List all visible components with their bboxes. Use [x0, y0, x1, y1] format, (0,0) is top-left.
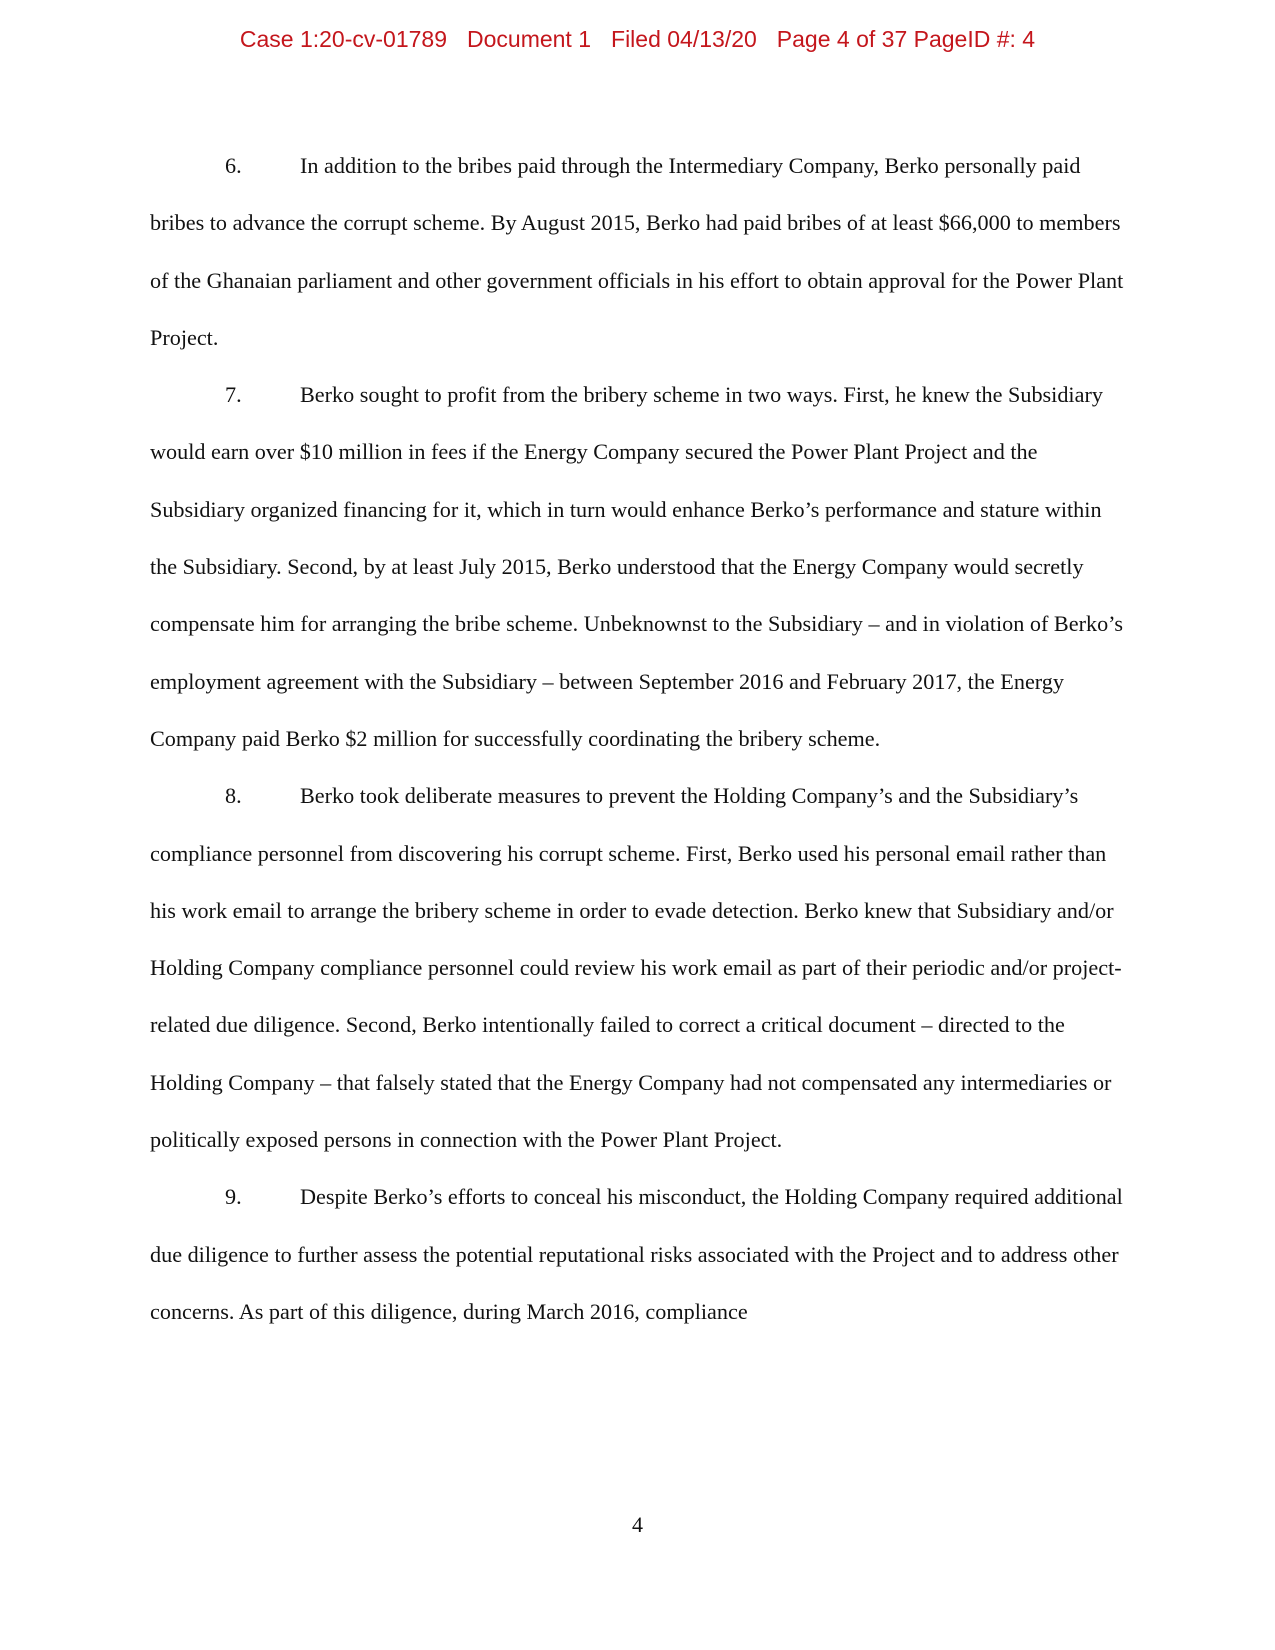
paragraph-7	[150, 366, 1130, 767]
document-body	[150, 137, 1130, 1340]
paragraph-6	[150, 137, 1130, 366]
case-number: Case 1:20-cv-01789	[239, 26, 447, 52]
paragraph-number: 9.	[225, 1184, 242, 1210]
paragraph-text: In addition to the bribes paid through the Intermediary Company, Berko personally paid bribes to advance the corrupt scheme. By August 2015, Berko had paid bribes of at least $66,000 to members of the Ghanaian parliament and other government officials in his effort to obtain approval for the Power Plant Project.	[150, 153, 1124, 350]
case-header	[0, 26, 1275, 53]
paragraph-text: Berko took deliberate measures to prevent the Holding Company’s and the Subsidiary’s compliance personnel from discovering his corrupt scheme. First, Berko used his personal email rather than his work email to arrange the bribery scheme in order to evade detection. Berko knew that Subsidiary and/or Holding Company compliance personnel could review his work email as part of their periodic and/or project-related due diligence. Second, Berko intentionally failed to correct a critical document – directed to the Holding Company – that falsely stated that the Energy Company had not compensated any intermediaries or politically exposed persons in connection with the Power Plant Project.	[150, 783, 1122, 1153]
paragraph-9	[150, 1168, 1130, 1340]
paragraph-8	[150, 767, 1130, 1168]
filed-date: Filed 04/13/20	[611, 26, 757, 52]
page-number: 4	[632, 1512, 643, 1537]
paragraph-number: 7.	[225, 382, 242, 408]
paragraph-text: Despite Berko’s efforts to conceal his misconduct, the Holding Company required additional due diligence to further assess the potential reputational risks associated with the Project and to address other concerns. As part of this diligence, during March 2016, compliance	[150, 1184, 1123, 1324]
paragraph-number: 6.	[225, 153, 242, 178]
page-id: Page 4 of 37 PageID #: 4	[776, 26, 1036, 52]
paragraph-text: Berko sought to profit from the bribery scheme in two ways. First, he knew the Subsidiary would earn over $10 million in fees if the Energy Company secured the Power Plant Project and the Subsidiary organized financing for it, which in turn would enhance Berko’s performance and stature within the Subsidiary. Second, by at least July 2015, Berko understood that the Energy Company would secretly compensate him for arranging the bribe scheme. Unbeknownst to the Subsidiary – and in violation of Berko’s employment agreement with the Subsidiary – between September 2016 and February 2017, the Energy Company paid Berko $2 million for successfully coordinating the bribery scheme.	[150, 382, 1123, 751]
paragraph-number: 8.	[225, 783, 242, 809]
document-number: Document 1	[467, 26, 592, 52]
